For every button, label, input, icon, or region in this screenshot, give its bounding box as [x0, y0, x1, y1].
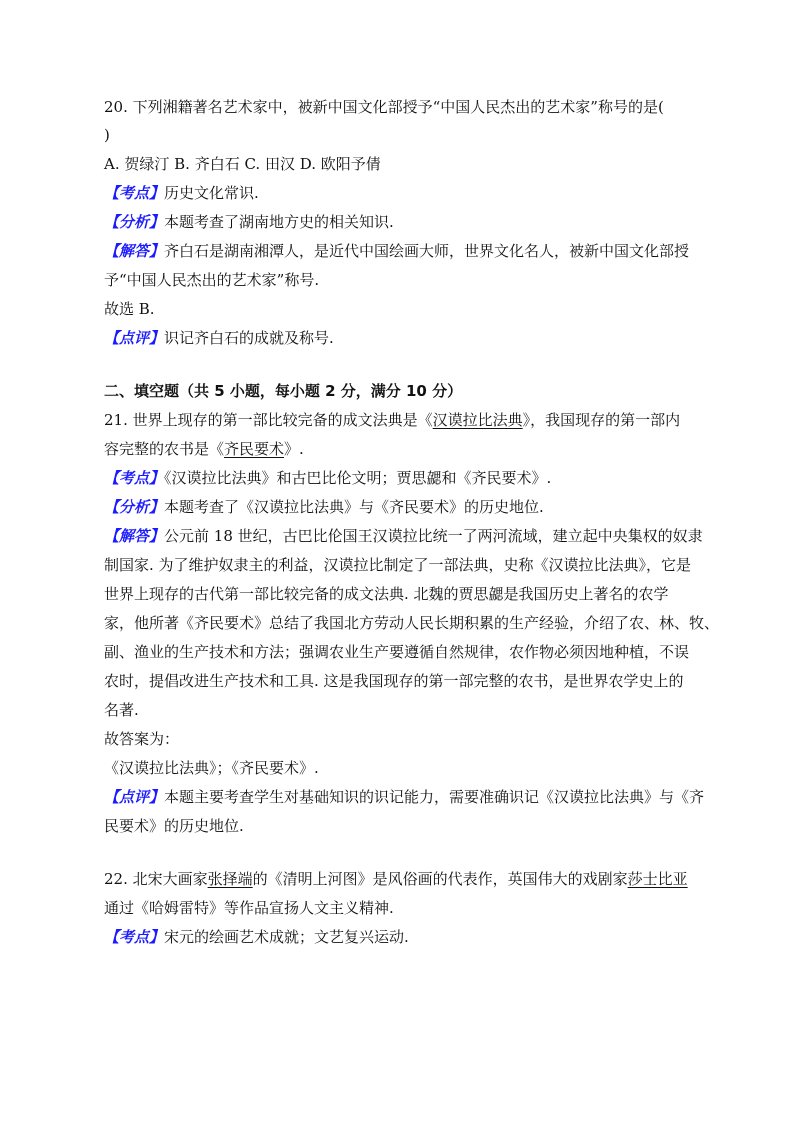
q21-kaodian	[104, 467, 716, 490]
section-heading-text: 二、填空题（共 5 小题，每小题 2 分，满分 10 分）	[104, 382, 463, 400]
q21-jieda-line-6	[104, 670, 716, 693]
section-heading	[104, 380, 716, 403]
q21-stem-text-c: 容完整的农书是《	[104, 440, 225, 458]
q22-stem-text-b: 的《清明上河图》是风俗画的代表作，英国伟大的戏剧家	[252, 870, 628, 888]
q20-jieda-line-1	[104, 240, 716, 263]
q21-jieda-line-5	[104, 641, 716, 664]
q21-jieda-line-1	[104, 525, 716, 548]
jieda-tag: 【解答】	[104, 242, 165, 260]
q20-fenxi	[104, 211, 716, 234]
document-content	[104, 96, 720, 955]
q22-kaodian-text: 宋元的绘画艺术成就；文艺复兴运动.	[164, 928, 409, 946]
kaodian-tag: 【考点】	[104, 184, 165, 202]
q21-jieda-line-7	[104, 699, 716, 722]
q21-stem-text-d: 》.	[284, 440, 304, 458]
kaodian-tag: 【考点】	[104, 928, 165, 946]
q21-answer-text: 《汉谟拉比法典》；《齐民要术》.	[104, 759, 319, 777]
q20-stem-line-1	[104, 96, 716, 119]
q21-stem-text-a: 21. 世界上现存的第一部比较完备的成文法典是《	[104, 411, 433, 429]
q20-answer	[104, 298, 716, 321]
dianping-tag: 【点评】	[104, 329, 165, 347]
dianping-tag: 【点评】	[104, 788, 165, 806]
q21-dianping-line-1	[104, 786, 716, 809]
q20-fenxi-text: 本题考查了湖南地方史的相关知识.	[164, 213, 394, 231]
kaodian-tag: 【考点】	[104, 469, 165, 487]
q20-jieda-text-1: 齐白石是湖南湘潭人，是近代中国绘画大师，世界文化名人，被新中国文化部授	[164, 242, 690, 260]
q22-kaodian	[104, 926, 716, 949]
q21-stem-line-2	[104, 438, 716, 461]
q21-jieda-text-6: 农时，提倡改进生产技术和工具. 这是我国现存的第一部完整的农书，是世界农学史上的	[104, 672, 684, 690]
fenxi-tag: 【分析】	[104, 498, 165, 516]
q21-blank-answer-2: 齐民要术	[224, 440, 285, 458]
q20-stem-line-2	[104, 124, 716, 147]
q20-answer-text: 故选 B.	[104, 300, 155, 318]
q22-stem-line-1	[104, 868, 716, 891]
q22-stem-line-2	[104, 897, 716, 920]
q22-blank-answer-2: 莎士比亚	[627, 870, 688, 888]
q21-blank-answer-1: 汉谟拉比法典	[432, 411, 523, 429]
q21-stem-line-1	[104, 409, 716, 432]
q20-options-text: A. 贺绿汀 B. 齐白石 C. 田汉 D. 欧阳予倩	[104, 155, 381, 173]
jieda-tag: 【解答】	[104, 527, 165, 545]
q21-jieda-text-1: 公元前 18 世纪，古巴比伦国王汉谟拉比统一了两河流域，建立起中央集权的奴隶	[164, 527, 703, 545]
q21-kaodian-text: 《汉谟拉比法典》和古巴比伦文明；贾思勰和《齐民要术》.	[164, 469, 552, 487]
q21-jieda-text-5: 副、渔业的生产技术和方法；强调农业生产要遵循自然规律，农作物必须因地种植，不误	[104, 643, 690, 661]
q21-jieda-text-7: 名著.	[104, 701, 139, 719]
q22-stem-text-a: 22. 北宋大画家	[104, 870, 208, 888]
q20-jieda-line-2	[104, 269, 716, 292]
q21-dianping-text-2: 民要术》的历史地位.	[104, 817, 244, 835]
q21-dianping-line-2	[104, 815, 716, 838]
q20-dianping	[104, 327, 716, 350]
q21-dianping-text-1: 本题主要考查学生对基础知识的识记能力，需要准确识记《汉谟拉比法典》与《齐	[164, 788, 705, 806]
q22-stem-text-c: 通过《哈姆雷特》等作品宣扬人文主义精神.	[104, 899, 394, 917]
q21-jieda-text-2: 制国家. 为了维护奴隶主的利益，汉谟拉比制定了一部法典，史称《汉谟拉比法典》，它是	[104, 556, 692, 574]
q20-stem-text: 20. 下列湘籍著名艺术家中，被新中国文化部授予“中国人民杰出的艺术家”称号的是(	[104, 98, 664, 116]
spacer	[104, 356, 716, 380]
fenxi-tag: 【分析】	[104, 213, 165, 231]
q21-stem-text-b: 》，我国现存的第一部内	[522, 411, 681, 429]
spacer	[104, 844, 716, 868]
q21-answer-label	[104, 728, 716, 751]
q20-kaodian	[104, 182, 716, 205]
q21-jieda-line-4	[104, 612, 720, 635]
q21-answer-label-text: 故答案为：	[104, 730, 180, 748]
q20-stem-close-paren: )	[104, 126, 110, 144]
q20-kaodian-text: 历史文化常识.	[164, 184, 259, 202]
q21-answer	[104, 757, 716, 780]
q20-options	[104, 153, 716, 176]
q22-blank-answer-1: 张择端	[207, 870, 253, 888]
q21-jieda-text-4: 家，他所著《齐民要术》总结了我国北方劳动人民长期积累的生产经验，介绍了农、林、牧、	[104, 614, 720, 632]
q21-jieda-text-3: 世界上现存的古代第一部比较完备的成文法典. 北魏的贾思勰是我国历史上著名的农学	[104, 585, 669, 603]
q21-jieda-line-3	[104, 583, 716, 606]
q20-dianping-text: 识记齐白石的成就及称号.	[164, 329, 334, 347]
q21-fenxi	[104, 496, 716, 519]
q21-jieda-line-2	[104, 554, 716, 577]
q21-fenxi-text: 本题考查了《汉谟拉比法典》与《齐民要术》的历史地位.	[164, 498, 544, 516]
q20-jieda-text-2: 予“中国人民杰出的艺术家”称号.	[104, 271, 320, 289]
